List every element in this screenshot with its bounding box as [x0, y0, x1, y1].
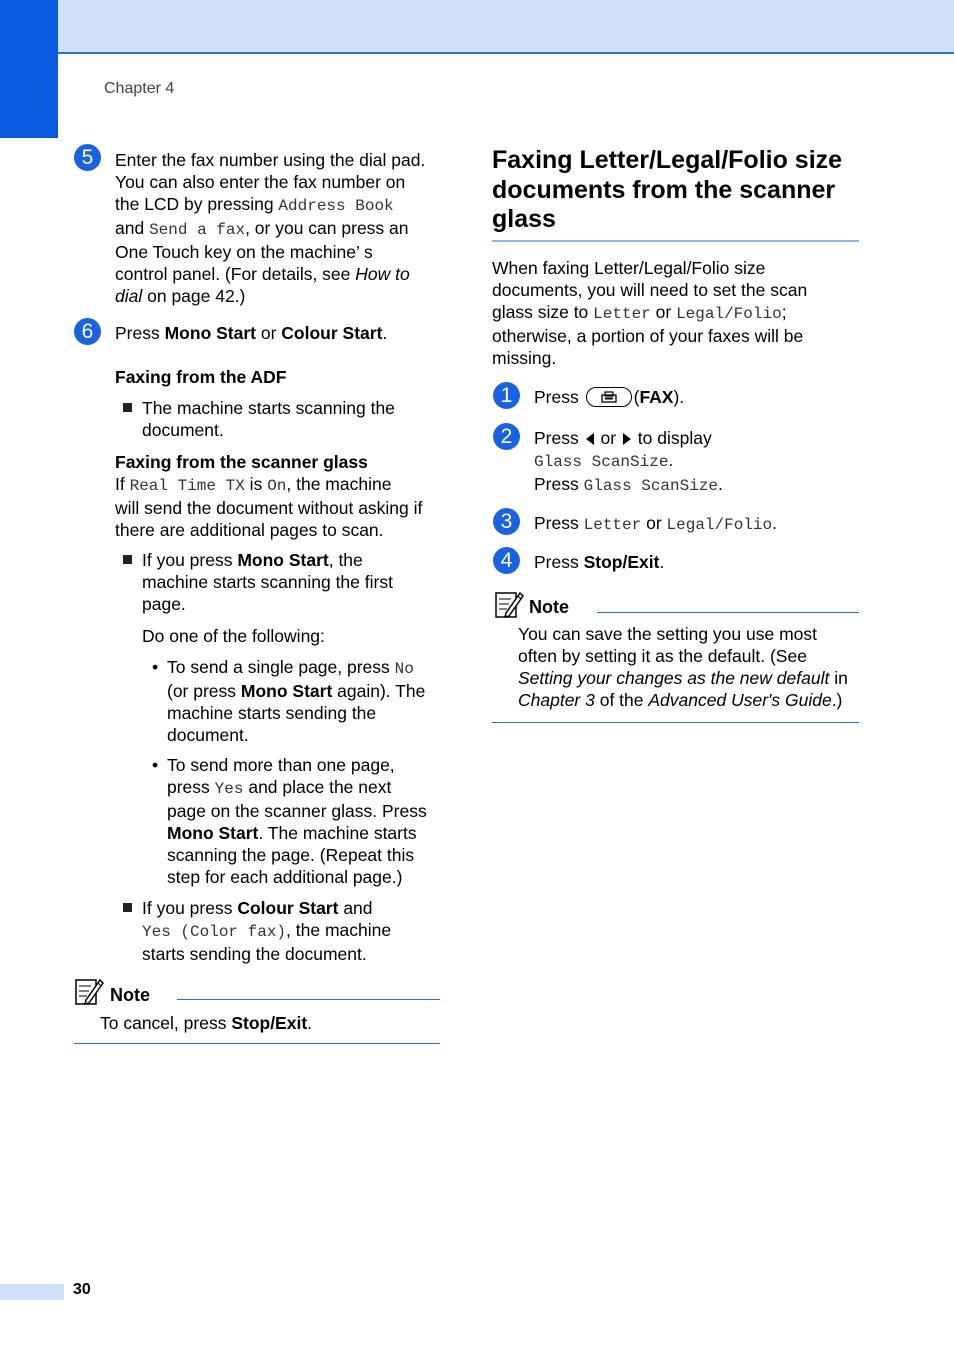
right-note-top-rule	[597, 612, 859, 613]
left-note-text: To cancel, press Stop/Exit.	[100, 1013, 313, 1033]
square-bullet-icon	[123, 403, 132, 412]
multi-page-item: • To send more than one page, press Yes and place the next page on the scanner glass. Press Mono Start. The machine starts scanning the page. (Repeat this step for each additional page.)	[152, 755, 427, 887]
step-4-text: Press Stop/Exit.	[534, 552, 665, 572]
glass-intro: If Real Time TX is On, the machine will send the document without asking if there are additional pages to scan.	[115, 474, 423, 540]
glass-heading: Faxing from the scanner glass	[115, 452, 368, 472]
step-2-text: Press or to display Glass ScanSize. Press Glass ScanSize.	[534, 428, 723, 495]
step-1-text: Press (FAX).	[534, 387, 685, 407]
chapter-label: Chapter 4	[104, 80, 175, 97]
fax-key-icon	[586, 387, 632, 407]
title-rule	[492, 240, 859, 242]
step-3-badge: 3	[493, 508, 520, 535]
mono-start-bullet: If you press Mono Start, the machine starts scanning the first page.	[123, 549, 443, 615]
colour-start-bullet: If you press Colour Start and Yes (Color fax), the machine starts sending the document.	[123, 897, 443, 965]
section-title: Faxing Letter/Legal/Folio size documents from the scanner glass	[492, 146, 843, 233]
footer-band	[0, 1284, 64, 1300]
right-note-title: Note	[529, 597, 569, 617]
single-page-item: • To send a single page, press No (or press Mono Start again). The machine starts sending the document.	[152, 657, 426, 745]
page-number: 30	[73, 1281, 91, 1298]
left-note-top-rule	[177, 999, 440, 1000]
step5-line: Enter the fax number using the dial pad.	[115, 150, 426, 170]
square-bullet-icon	[123, 555, 132, 564]
do-one-text: Do one of the following:	[142, 626, 325, 646]
adf-heading: Faxing from the ADF	[115, 367, 287, 387]
right-arrow-icon	[623, 433, 631, 445]
step5-line: One Touch key on the machine’ s	[115, 242, 373, 262]
note-pencil-icon	[494, 589, 524, 619]
step-3-text: Press Letter or Legal/Folio.	[534, 513, 778, 534]
step-1-badge: 1	[493, 382, 520, 409]
step-5-badge: 5	[74, 144, 101, 171]
right-note-text: You can save the setting you use most often by setting it as the default. (See Setting your changes as the new default in Chapter 3 of the Advanced User's Guide.)	[518, 624, 848, 710]
left-arrow-icon	[586, 433, 594, 445]
step-2-badge: 2	[493, 423, 520, 450]
square-bullet-icon	[123, 903, 132, 912]
header-band	[0, 0, 954, 54]
step-6-text: Press Mono Start or Colour Start.	[115, 323, 388, 343]
step5-line: control panel. (For details, see How to	[115, 264, 410, 284]
adf-bullet: The machine starts scanning the document.	[123, 397, 443, 441]
right-note-bottom-rule	[492, 722, 859, 723]
note-pencil-icon	[74, 976, 104, 1006]
intro-paragraph: When faxing Letter/Legal/Folio size documents, you will need to set the scan glass size to Letter or Legal/Folio; otherwise, a portion of your faxes will be missing.	[492, 258, 808, 368]
step5-line: You can also enter the fax number on	[115, 172, 406, 192]
step-5-text	[115, 149, 445, 307]
step5-line: and Send a fax, or you can press an	[115, 218, 409, 239]
chapter-side-tab	[0, 0, 58, 138]
left-note-title: Note	[110, 985, 150, 1005]
step5-line: the LCD by pressing Address Book	[115, 194, 394, 215]
step5-line: dial on page 42.)	[115, 286, 246, 306]
left-note-bottom-rule	[74, 1043, 440, 1044]
step-6-badge: 6	[74, 318, 101, 345]
step-4-badge: 4	[493, 547, 520, 574]
